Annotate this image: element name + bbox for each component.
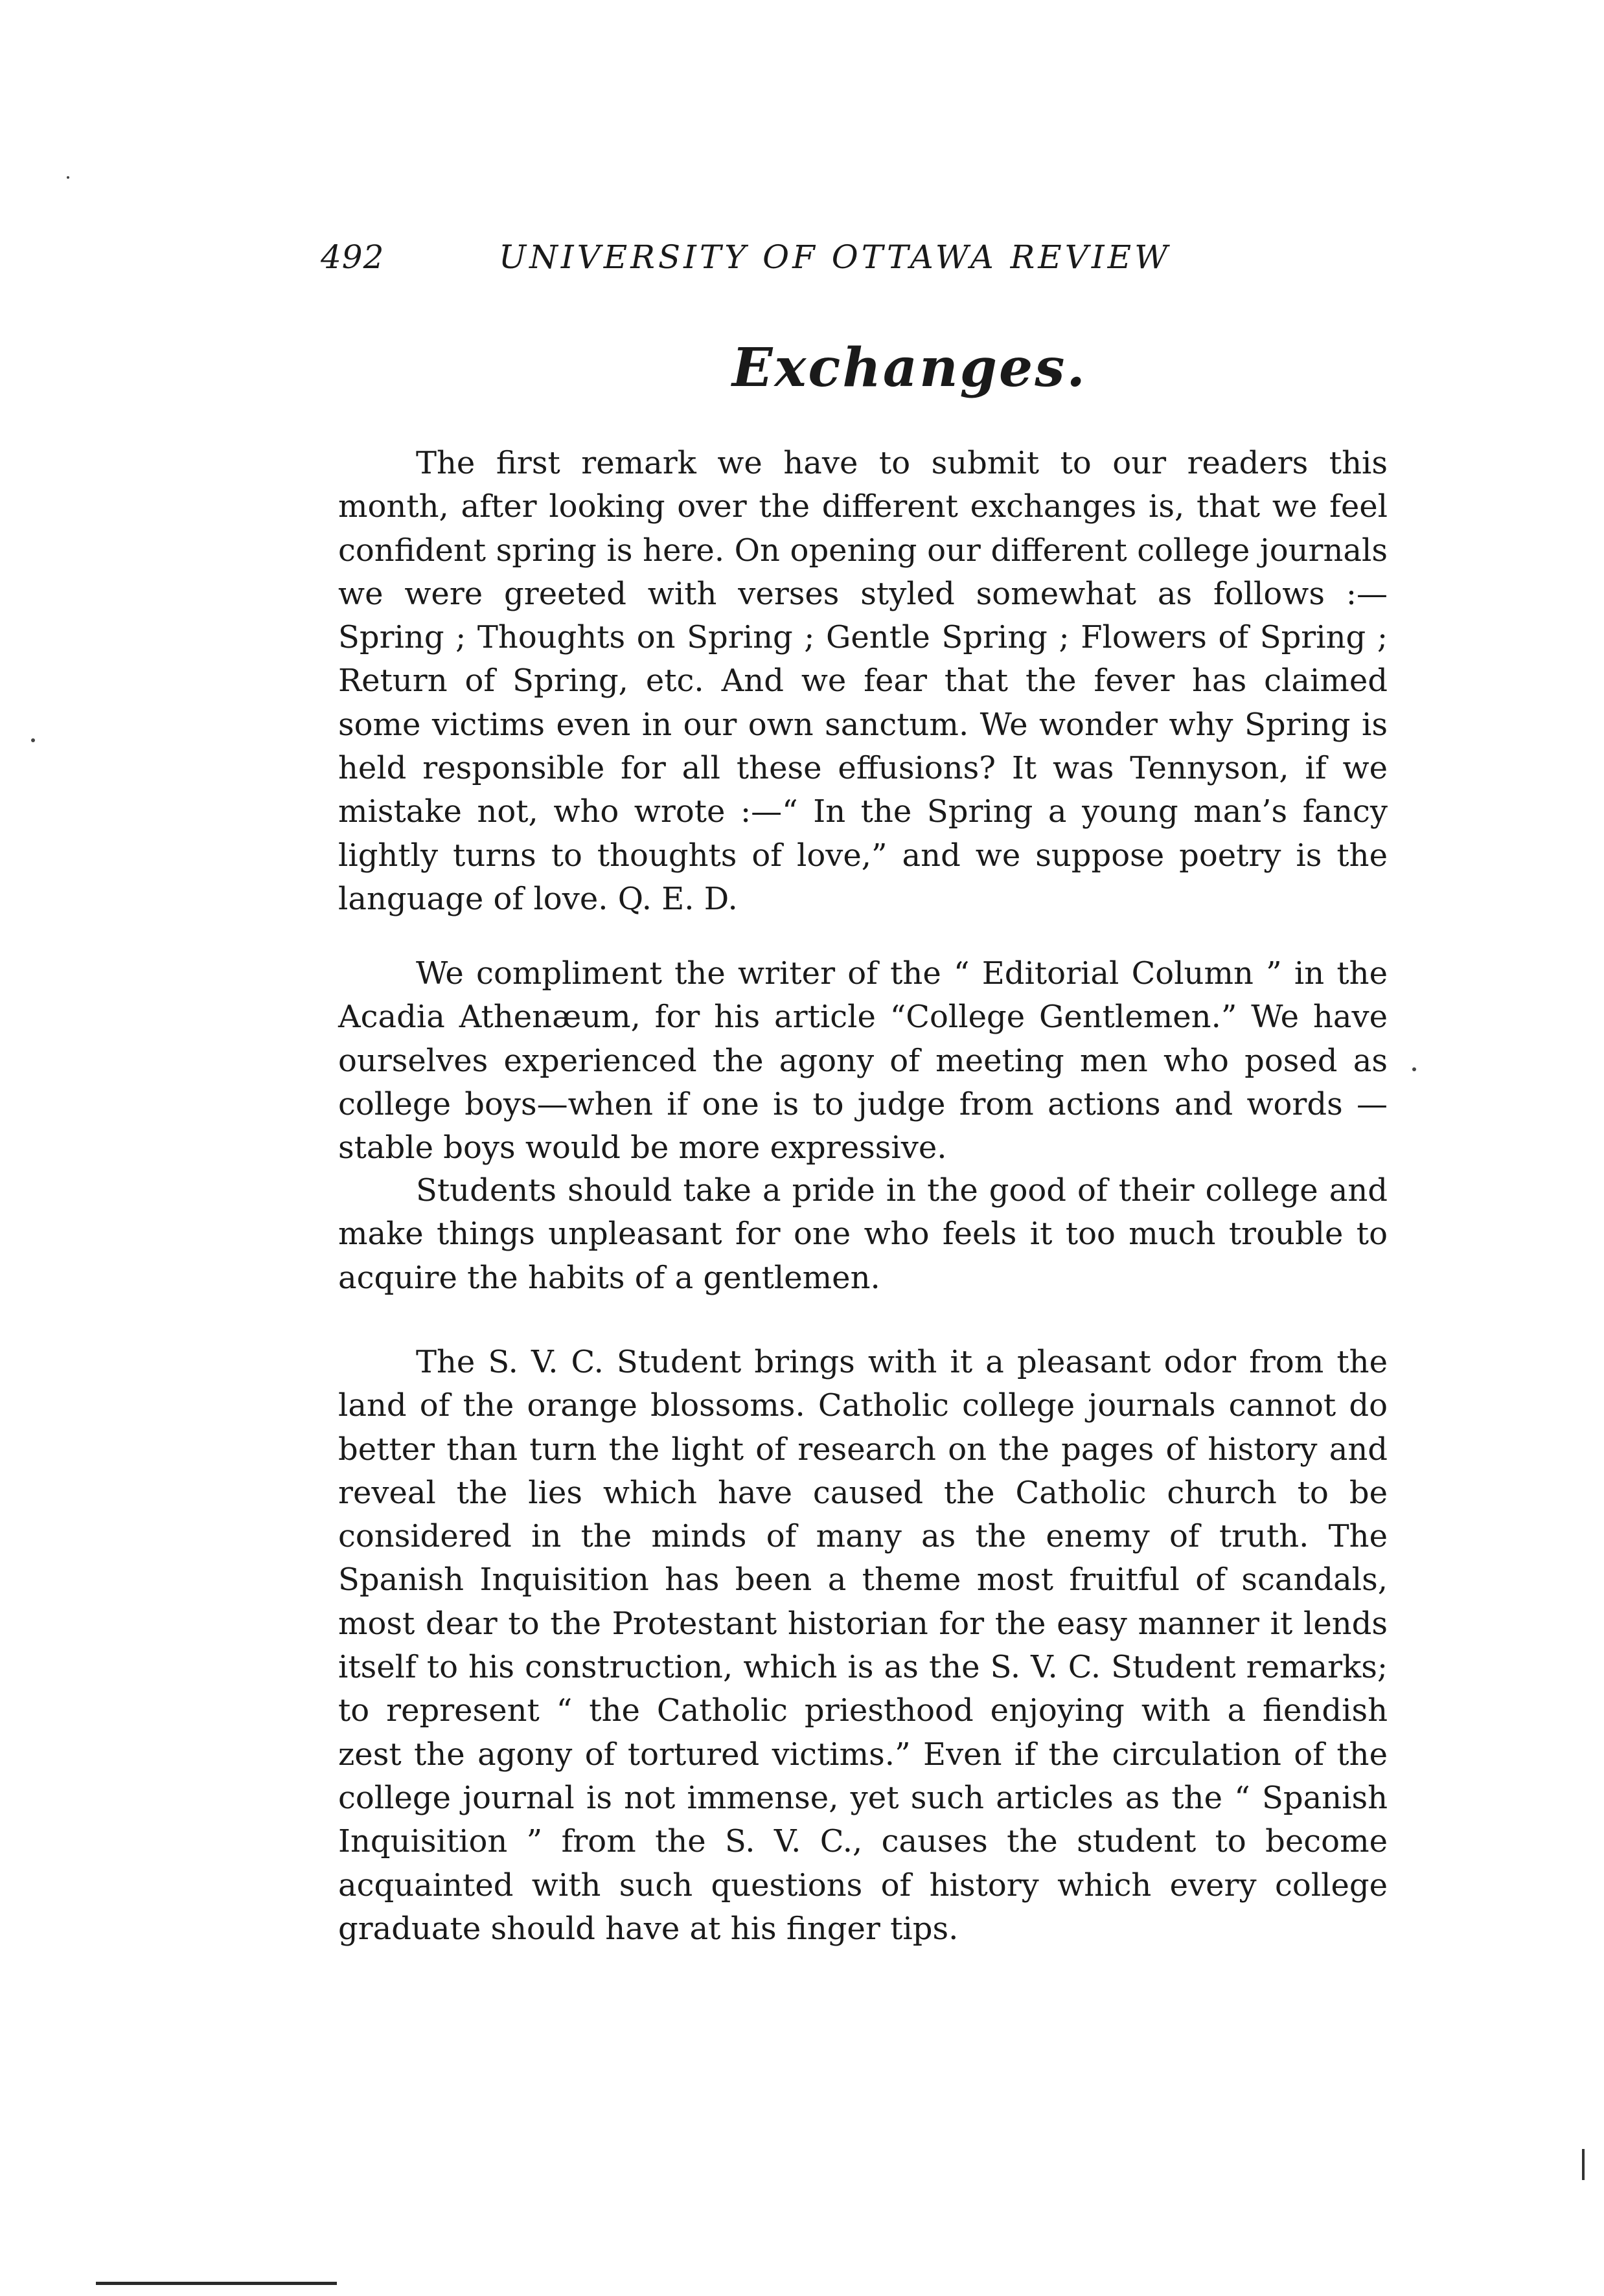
paragraph-svc-student: The S. V. C. Student brings with it a pleasant odor from the land of the orange blossoms. Catholic college journals cannot do better than turn the light of research on the pages of history and reveal the lies which have caused the Catholic church to be considered in the minds of many as the enemy of truth. The Spanish Inquisition has been a theme most fruitful of scandals, most dear to the Protestant historian for the easy manner it lends itself to his construction, which is as the S. V. C. Student remarks; to represent “ the Catholic priesthood enjoying with a fiendish zest the agony of tortured victims.” Even if the circulation of the college journal is not immense, yet such articles as the “ Spanish Inquisition ” from the S. V. C., causes the student to become acquainted with such questions of history which every college graduate should have at his finger tips. <box>338 1344 1388 1947</box>
running-head: UNIVERSITY OF OTTAWA REVIEW <box>499 238 1171 276</box>
paragraph-students-pride: Students should take a pride in the good of their college and make things unpleasant for one who feels it too much trouble to acquire the habits of a gentlemen. <box>338 1172 1388 1296</box>
paragraph-editorial-column: We compliment the writer of the “ Editorial Column ” in the Acadia Athenæum, for his article “College Gentlemen.” We have ourselves experienced the agony of meeting men who posed as college boys—when if one is to judge from actions and words —stable boys would be more expressive. <box>338 955 1388 1166</box>
scan-speck <box>67 176 69 179</box>
paragraph-spring-verses: The first remark we have to submit to our readers this month, after looking over the different exchanges is, that we feel confident spring is here. On opening our different college journals we were greeted with verses styled somewhat as follows :—Spring ; Thoughts on Spring ; Gentle Spring ; Flowers of Spring ; Return of Spring, etc. And we fear that the fever has claimed some victims even in our own sanctum. We wonder why Spring is held responsible for all these effusions? It was Tennyson, if we mistake not, who wrote :—“ In the Spring a young man’s fancy lightly turns to thoughts of love,” and we suppose poetry is the language of love. Q. E. D. <box>338 445 1388 917</box>
section-title: Exchanges. <box>732 337 1087 399</box>
scan-speck <box>31 738 35 742</box>
scan-mark <box>1582 2149 1585 2180</box>
bottom-rule <box>96 2282 337 2285</box>
page-number: 492 <box>321 238 385 276</box>
scan-speck <box>1412 1067 1416 1071</box>
